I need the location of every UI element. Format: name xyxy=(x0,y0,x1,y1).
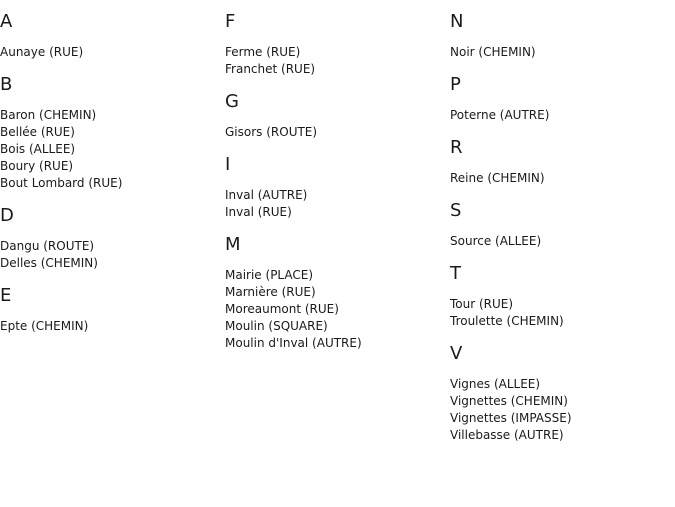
street-link[interactable]: Source (ALLEE) xyxy=(450,234,542,248)
street-list xyxy=(225,267,450,352)
letter-group-p xyxy=(450,73,675,124)
street-link[interactable]: Inval (AUTRE) xyxy=(225,188,308,202)
street-link[interactable]: Mairie (PLACE) xyxy=(225,268,314,282)
street-link[interactable]: Epte (CHEMIN) xyxy=(0,319,89,333)
street-list xyxy=(450,233,675,250)
street-link[interactable]: Bout Lombard (RUE) xyxy=(0,176,123,190)
street-list xyxy=(0,318,225,335)
letter-heading: R xyxy=(450,137,463,158)
letter-heading: T xyxy=(450,263,461,284)
street-link[interactable]: Bois (ALLEE) xyxy=(0,142,76,156)
street-list xyxy=(450,376,675,444)
street-link[interactable]: Vignes (ALLEE) xyxy=(450,377,541,391)
letter-heading: N xyxy=(450,11,464,32)
street-link[interactable]: Moreaumont (RUE) xyxy=(225,302,339,316)
letter-heading: G xyxy=(225,91,239,112)
letter-heading: B xyxy=(0,74,13,95)
letter-group-a xyxy=(0,10,225,61)
letter-group-g xyxy=(225,90,450,141)
street-list xyxy=(450,44,675,61)
street-link[interactable]: Dangu (ROUTE) xyxy=(0,239,95,253)
street-link[interactable]: Ferme (RUE) xyxy=(225,45,301,59)
letter-group-t xyxy=(450,262,675,330)
street-link[interactable]: Moulin d'Inval (AUTRE) xyxy=(225,336,362,350)
street-link[interactable]: Delles (CHEMIN) xyxy=(0,256,98,270)
street-link[interactable]: Inval (RUE) xyxy=(225,205,292,219)
index-column xyxy=(450,10,675,456)
street-list xyxy=(225,44,450,78)
street-list xyxy=(0,107,225,192)
letter-group-r xyxy=(450,136,675,187)
street-list xyxy=(0,238,225,272)
street-link[interactable]: Gisors (ROUTE) xyxy=(225,125,318,139)
letter-heading: P xyxy=(450,74,461,95)
street-link[interactable]: Tour (RUE) xyxy=(450,297,514,311)
letter-group-n xyxy=(450,10,675,61)
letter-heading: M xyxy=(225,234,241,255)
letter-heading: S xyxy=(450,200,462,221)
street-link[interactable]: Baron (CHEMIN) xyxy=(0,108,97,122)
index-column xyxy=(0,10,225,347)
street-link[interactable]: Aunaye (RUE) xyxy=(0,45,84,59)
letter-group-s xyxy=(450,199,675,250)
street-link[interactable]: Poterne (AUTRE) xyxy=(450,108,550,122)
street-list xyxy=(225,187,450,221)
letter-heading: I xyxy=(225,154,231,175)
letter-group-m xyxy=(225,233,450,352)
street-link[interactable]: Moulin (SQUARE) xyxy=(225,319,328,333)
letter-heading: A xyxy=(0,11,13,32)
letter-group-d xyxy=(0,204,225,272)
street-link[interactable]: Marnière (RUE) xyxy=(225,285,316,299)
letter-heading: F xyxy=(225,11,236,32)
street-link[interactable]: Boury (RUE) xyxy=(0,159,74,173)
street-link[interactable]: Bellée (RUE) xyxy=(0,125,75,139)
letter-group-i xyxy=(225,153,450,221)
street-list xyxy=(225,124,450,141)
letter-heading: D xyxy=(0,205,14,226)
letter-heading: E xyxy=(0,285,12,306)
street-link[interactable]: Vignettes (IMPASSE) xyxy=(450,411,572,425)
street-link[interactable]: Noir (CHEMIN) xyxy=(450,45,536,59)
street-link[interactable]: Vignettes (CHEMIN) xyxy=(450,394,568,408)
letter-group-e xyxy=(0,284,225,335)
street-link[interactable]: Villebasse (AUTRE) xyxy=(450,428,564,442)
letter-heading: V xyxy=(450,343,463,364)
letter-group-v xyxy=(450,342,675,444)
street-link[interactable]: Franchet (RUE) xyxy=(225,62,316,76)
street-link[interactable]: Reine (CHEMIN) xyxy=(450,171,545,185)
street-list xyxy=(450,170,675,187)
letter-group-b xyxy=(0,73,225,192)
street-link[interactable]: Troulette (CHEMIN) xyxy=(450,314,564,328)
street-list xyxy=(0,44,225,61)
index-column xyxy=(225,10,450,364)
letter-group-f xyxy=(225,10,450,78)
street-list xyxy=(450,107,675,124)
street-list xyxy=(450,296,675,330)
